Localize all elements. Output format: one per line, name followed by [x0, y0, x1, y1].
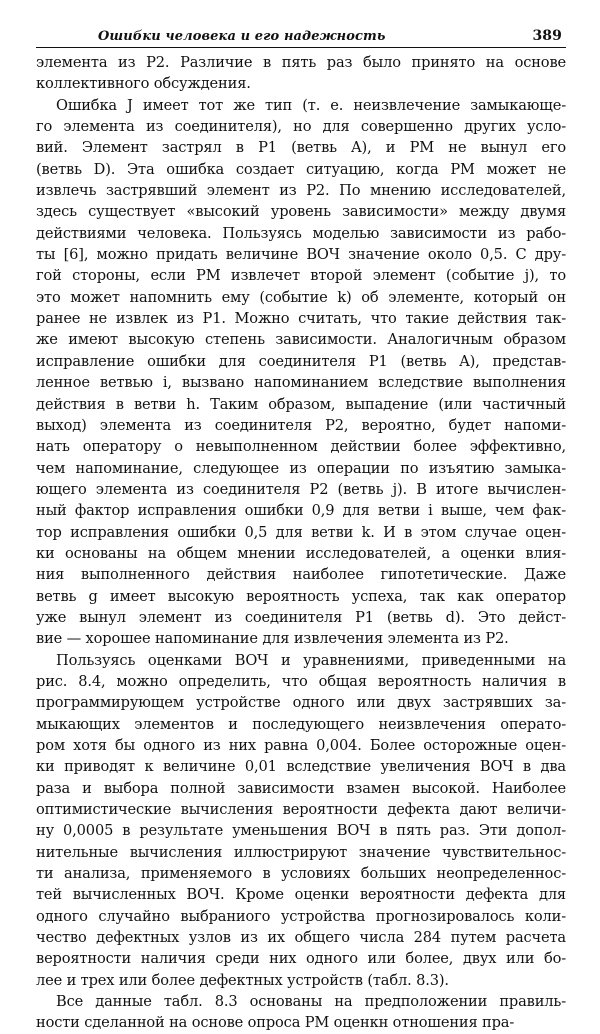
paragraph [36, 650, 566, 992]
text-line: нительные вычисления иллюстрируют значение чувствительнос- [36, 843, 566, 861]
text-line: ности сделанной на основе опроса РМ оценкн отношения пра- [36, 1014, 515, 1032]
running-header-title: Ошибки человека и его надежность [98, 29, 386, 44]
text-line: Пользуясь оценками ВОЧ и уравнениями, приведенными на [56, 651, 566, 669]
text-line: гой стороны, если РМ извлечет второй элемент (событие j), то [36, 267, 566, 285]
text-line: же имеют высокую степень зависимости. Аналогичным образом [36, 331, 566, 349]
page-number: 389 [532, 28, 562, 44]
text-line: тор исправления ошибки 0,5 для ветви k. И в этом случае оцен- [36, 523, 566, 541]
text-line: ки основаны на общем мнении исследователей, а оценки влия- [36, 544, 566, 562]
text-line: извлечь застрявший элемент из P2. По мнению исследователей, [36, 182, 566, 200]
paragraph [36, 991, 566, 1034]
text-line: ти анализа, применяемого в условиях больших неопределеннос- [36, 865, 566, 883]
text-line: ну 0,0005 в результате уменьшения ВОЧ в пять раз. Эти допол- [36, 822, 566, 840]
text-line: это может напомнить ему (событие k) об элементе, который он [36, 288, 566, 306]
book-page [36, 28, 566, 1034]
text-line: коллективного обсуждения. [36, 75, 251, 93]
text-line: ленное ветвью i, вызвано напоминанием вследствие выполнения [36, 374, 566, 392]
text-line: нать оператору о невыполненном действии более эффективно, [36, 438, 566, 456]
text-line: ранее не извлек из P1. Можно считать, что такие действия так- [36, 310, 566, 328]
text-line: ющего элемента из соединителя P2 (ветвь j). В итоге вычислен- [36, 480, 566, 498]
text-line: действия в ветви h. Таким образом, выпадение (или частичный [36, 395, 566, 413]
text-line: здесь существует «высокий уровень зависимости» между двумя [36, 203, 566, 221]
running-header [36, 28, 566, 48]
text-line: ты [6], можно придать величине ВОЧ значение около 0,5. С дру- [36, 246, 566, 264]
text-line: выход) элемента из соединителя P2, вероятно, будет напоми- [36, 416, 566, 434]
text-line: тей вычисленных ВОЧ. Кроме оценки вероятности дефекта для [36, 886, 566, 904]
text-line: ный фактор исправления ошибки 0,9 для ветви i выше, чем фак- [36, 502, 566, 520]
text-line: элемента из P2. Различие в пять раз было принято на основе [36, 54, 566, 71]
text-line: ром хотя бы одного из них равна 0,004. Более осторожные оцен- [36, 737, 566, 754]
text-line: исправление ошибки для соединителя P1 (ветвь A), представ- [36, 352, 566, 370]
text-line: вие — хорошее напоминание для извлечения элемента из P2. [36, 630, 509, 648]
text-line: мыкающих элементов и последующего неизвлечения операто- [36, 715, 566, 733]
text-line: уже вынул элемент из соединителя P1 (ветвь d). Это дейст- [36, 608, 566, 626]
text-line: чество дефектных узлов из их общего числа 284 путем расчета [36, 929, 566, 947]
text-line: рис. 8.4, можно определить, что общая вероятность наличия в [36, 672, 566, 690]
text-line: ки приводят к величине 0,01 вследствие увеличения ВОЧ в два [36, 758, 566, 776]
text-line: раза и выбора полной зависимости взамен высокой. Наиболее [36, 779, 566, 797]
body-text [36, 52, 566, 1034]
text-line: чем напоминание, следующее из операции по изъятию замыка- [36, 459, 566, 477]
text-line: одного случайно выбраниого устройства прогнозировалось коли- [36, 907, 566, 925]
text-line: го элемента из соединителя), но для совершенно других усло- [36, 118, 566, 136]
text-line: лее и трех или более дефектных устройств (табл. 8.3). [36, 971, 449, 989]
text-line: ветвь g имеет высокую вероятность успеха, так как оператор [36, 587, 566, 605]
paragraph [36, 95, 566, 650]
text-line: вероятности наличия среди них одного или более, двух или бо- [36, 950, 566, 968]
text-line: действиями человека. Пользуясь моделью зависимости из рабо- [36, 224, 566, 242]
text-line: Все данные табл. 8.3 основаны на предположении правиль- [56, 993, 566, 1011]
text-line: оптимистические вычисления вероятности дефекта дают величи- [36, 801, 566, 819]
text-line: (ветвь D). Эта ошибка создает ситуацию, когда РМ может не [36, 160, 566, 178]
paragraph [36, 52, 566, 95]
text-line: ния выполненного действия наиболее гипотетические. Даже [36, 566, 566, 584]
text-line: вий. Элемент застрял в P1 (ветвь A), и РМ не вынул его [36, 139, 566, 157]
text-line: программирующем устройстве одного или двух застрявших за- [36, 694, 566, 712]
text-line: Ошибка J имеет тот же тип (т. е. неизвлечение замыкающе- [56, 96, 566, 114]
